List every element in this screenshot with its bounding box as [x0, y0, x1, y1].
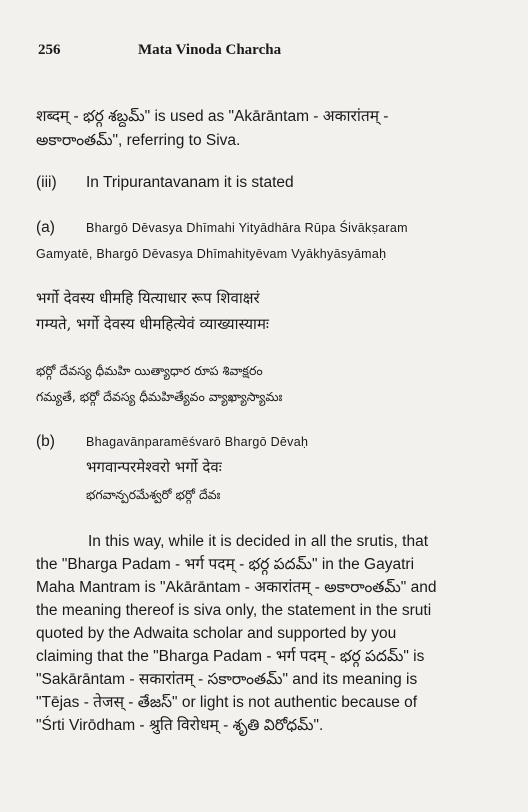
item-iii-text: In Tripurantavanam it is stated: [86, 174, 294, 191]
page-number: 256: [38, 42, 61, 58]
item-a-telugu-2: గమ్యతే, భర్గో దేవస్య ధీమహిత్యేవం వ్యాఖ్యాస్యామః: [36, 389, 283, 404]
item-a-devanagari-1: भर्गो देवस्य धीमहि यित्याधार रूप शिवाक्षरं: [36, 289, 260, 307]
item-b-telugu: భగవాన్పరమేశ్వరో భర్గో దేవః: [86, 487, 221, 502]
item-a-telugu-1: భర్గో దేవస్య ధీమహి యిత్యాధార రూప శివాక్షరం: [36, 363, 263, 378]
paragraph-1-line-1: शब्दम् - భర్గ శబ్దమ్" is used as "Akārāntam - अकारांतम् -: [36, 108, 389, 125]
item-a: [36, 217, 408, 239]
item-b: [36, 431, 308, 453]
body-line-3: Maha Mantram is "Akārāntam - अकारांतम् - అకారాంతమ్" and: [36, 579, 437, 596]
item-b-label: (b): [36, 433, 55, 450]
body-line-8: "Tējas - तेजस् - తేజస్" or light is not authentic because of: [36, 694, 418, 711]
body-line-1: In this way, while it is decided in all the srutis, that: [88, 533, 429, 550]
item-b-line-1: Bhagavānparamēśvarō Bhargō Dēvaḥ: [86, 435, 309, 449]
paragraph-1-line-2: అకారాంతమ్", referring to Siva.: [36, 132, 241, 149]
body-line-9: "Śrti Virōdham - श्रुति विरोधम् - శృతి విరోధమ్".: [36, 717, 324, 734]
item-iii: [36, 172, 294, 194]
page-header: [38, 42, 281, 59]
body-line-2: the "Bharga Padam - भर्ग पदम् - భర్గ పదమ్" in the Gayatri: [36, 556, 415, 573]
item-a-line-2: Gamyatē, Bhargō Dēvasya Dhīmahityēvam Vyākhyāsyāmaḥ: [36, 247, 387, 261]
book-title: Mata Vinoda Charcha: [138, 42, 282, 58]
item-iii-label: (iii): [36, 174, 57, 191]
item-a-devanagari-2: गम्यते, भर्गो देवस्य धीमहित्येवं व्याख्यास्यामः: [36, 315, 269, 333]
item-b-devanagari: भगवान्परमेश्वरो भर्गो देवः: [86, 458, 222, 476]
body-line-4: the meaning thereof is siva only, the statement in the sruti: [36, 602, 432, 619]
body-line-5: quoted by the Adwaita scholar and supported by you: [36, 625, 397, 642]
body-line-7: "Sakārāntam - सकारांतम् - సకారాంతమ్" and its meaning is: [36, 671, 418, 688]
body-line-6: claiming that the "Bharga Padam - भर्ग पदम् - భర్గ పదమ్" is: [36, 648, 425, 665]
item-a-line-1: Bhargō Dēvasya Dhīmahi Yityādhāra Rūpa Śivākṣaram: [86, 221, 408, 235]
item-a-label: (a): [36, 219, 55, 236]
